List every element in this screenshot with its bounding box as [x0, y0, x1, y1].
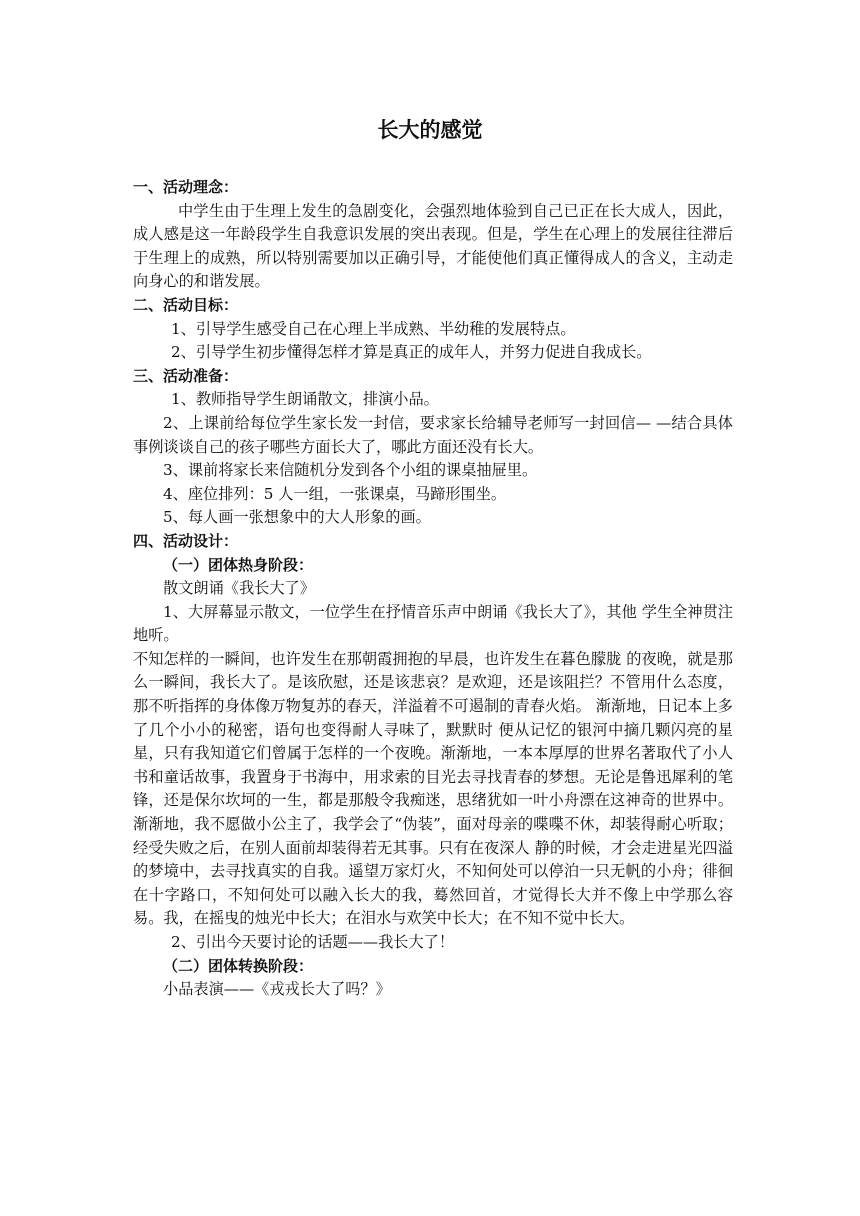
- document-title: 长大的感觉: [377, 118, 483, 142]
- phase-lead: 小品表演——《戎戎长大了吗？》: [163, 980, 391, 999]
- document-body: [133, 176, 733, 1002]
- preparation-item: 1、教师指导学生朗诵散文，排演小品。: [171, 390, 439, 409]
- phase-lead: 散文朗诵《我长大了》: [163, 579, 315, 598]
- concept-paragraph: 中学生由于生理上发生的急剧变化，会强烈地体验到自己已正在长大成人，因此，成人感是这一年龄段学生自我意识发展的突出表现。但是，学生在心理上的发展往往滞后于生理上的成熟，所以特别需要加以正确引导，才能使他们真正懂得成人的含义，主动走向身心的和谐发展。: [133, 201, 733, 291]
- preparation-item: 4、座位排列：5 人一组，一张课桌，马蹄形围坐。: [163, 484, 507, 503]
- section-heading-design: 四、活动设计：: [133, 531, 239, 550]
- section-heading-concept: 一、活动理念：: [133, 178, 239, 196]
- preparation-item: 3、课前将家长来信随机分发到各个小组的课桌抽屉里。: [163, 461, 538, 480]
- goal-item: 2、引导学生初步懂得怎样才算是真正的成年人，并努力促进自我成长。: [171, 343, 652, 362]
- phase-step: 2、引出今天要讨论的话题——我长大了！: [171, 933, 455, 951]
- phase-heading-transition: （二）团体转换阶段：: [163, 956, 314, 975]
- phase-step: 1、大屏幕显示散文，一位学生在抒情音乐声中朗诵《我长大了》，其他 学生全神贯注地听。: [133, 602, 733, 645]
- section-heading-goals: 二、活动目标：: [133, 295, 239, 314]
- section-heading-preparation: 三、活动准备：: [133, 366, 239, 385]
- essay-text: 不知怎样的一瞬间，也许发生在那朝霞拥抱的早晨，也许发生在暮色朦胧 的夜晚，就是那么一瞬间，我长大了。是该欣慰，还是该悲哀？是欢迎，还是该阻拦？不管用什么态度，那不听指挥的身体像万物复苏的春天，洋溢着不可遏制的青春火焰。 渐渐地，日记本上多了几个小小的秘密，语句也变得耐人寻味了，默默时 便从记忆的银河中摘几颗闪亮的星星，只有我知道它们曾属于怎样的一个夜晚。渐渐地，一本本厚厚的世界名著取代了小人书和童话故事，我置身于书海中，用求索的目光去寻找青春的梦想。无论是鲁迅犀利的笔锋，还是保尔坎坷的一生，都是那般令我痴迷，思绪犹如一叶小舟漂在这神奇的世界中。渐渐地，我不愿做小公主了，我学会了“伪装”，面对母亲的喋喋不休，却装得耐心听取；经受失败之后，在别人面前却装得若无其事。只有在夜深人 静的时候，才会走进星光四溢的梦境中，去寻找真实的自我。遥望万家灯火，不知何处可以停泊一只无帆的小舟；徘徊在十字路口，不知何处可以融入长大的我，蓦然回首，才觉得长大并不像上中学那么容易。我，在摇曳的烛光中长大；在泪水与欢笑中长大；在不知不觉中长大。: [133, 649, 733, 928]
- preparation-item: 2、上课前给每位学生家长发一封信，要求家长给辅导老师写一封回信— —结合具体事例谈谈自己的孩子哪些方面长大了，哪此方面还没有长大。: [133, 413, 733, 456]
- goal-item: 1、引导学生感受自己在心理上半成熟、半幼稚的发展特点。: [171, 319, 576, 338]
- phase-heading-warmup: （一）团体热身阶段：: [163, 555, 314, 574]
- preparation-item: 5、每人画一张想象中的大人形象的画。: [163, 508, 431, 527]
